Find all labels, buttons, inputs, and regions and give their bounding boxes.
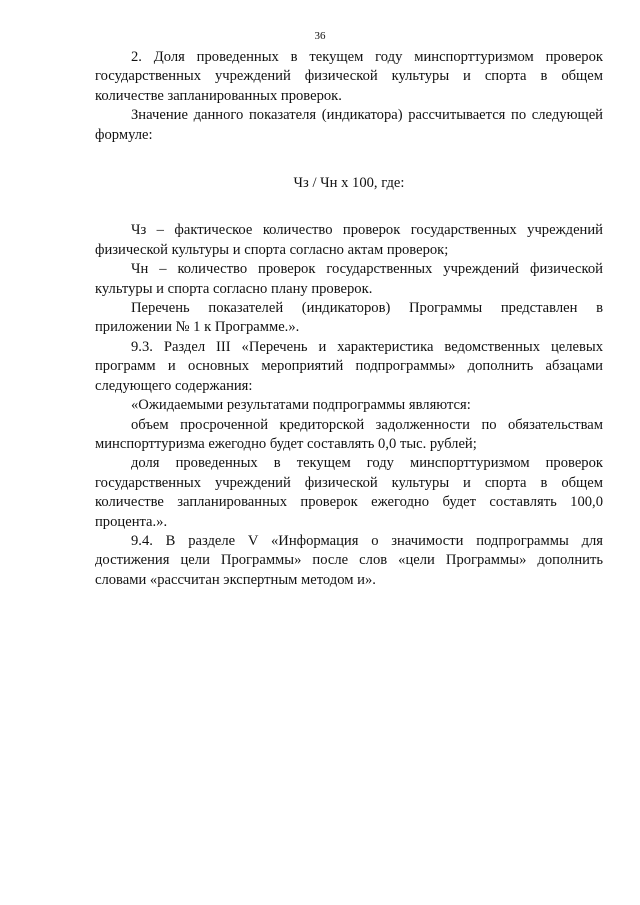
paragraph-chn-definition: Чн – количество проверок государственных учреждений физической культуры и спорта согласно плану проверок. xyxy=(95,261,603,297)
document-body xyxy=(95,48,603,590)
formula: Чз / Чн х 100, где: xyxy=(293,175,405,192)
paragraph-overdue-debt: объем просроченной кредиторской задолженности по обязательствам минспорттуризма ежегодно будет составлять 0,0 тыс. рублей; xyxy=(95,416,603,452)
paragraph-section-9-4: 9.4. В разделе V «Информация о значимости подпрограммы для достижения цели Программы» после слов «цели Программы» дополнить словами «рассчитан экспертным методом и». xyxy=(95,532,603,588)
paragraph-indicator-list: Перечень показателей (индикаторов) Программы представлен в приложении № 1 к Программе.». xyxy=(95,300,603,336)
paragraph-inspections-share: доля проведенных в текущем году минспорттуризмом проверок государственных учреждений физической культуры и спорта в общем количестве запланированных проверок ежегодно будет составлять 100,0 процента.». xyxy=(95,455,603,530)
page-number: 36 xyxy=(314,30,326,42)
paragraph-chz-definition: Чз – фактическое количество проверок государственных учреждений физической культуры и спорта согласно актам проверок; xyxy=(95,222,603,258)
paragraph-indicator-2: 2. Доля проведенных в текущем году минспорттуризмом проверок государственных учреждений физической культуры и спорта в общем количестве запланированных проверок. xyxy=(95,49,603,104)
paragraph-formula-intro: Значение данного показателя (индикатора) рассчитывается по следующей формуле: xyxy=(95,107,603,143)
paragraph-section-9-3: 9.3. Раздел III «Перечень и характеристика ведомственных целевых программ и основных мероприятий подпрограммы» дополнить абзацами следующего содержания: xyxy=(95,338,603,394)
paragraph-expected-results: «Ожидаемыми результатами подпрограммы являются: xyxy=(131,397,471,414)
